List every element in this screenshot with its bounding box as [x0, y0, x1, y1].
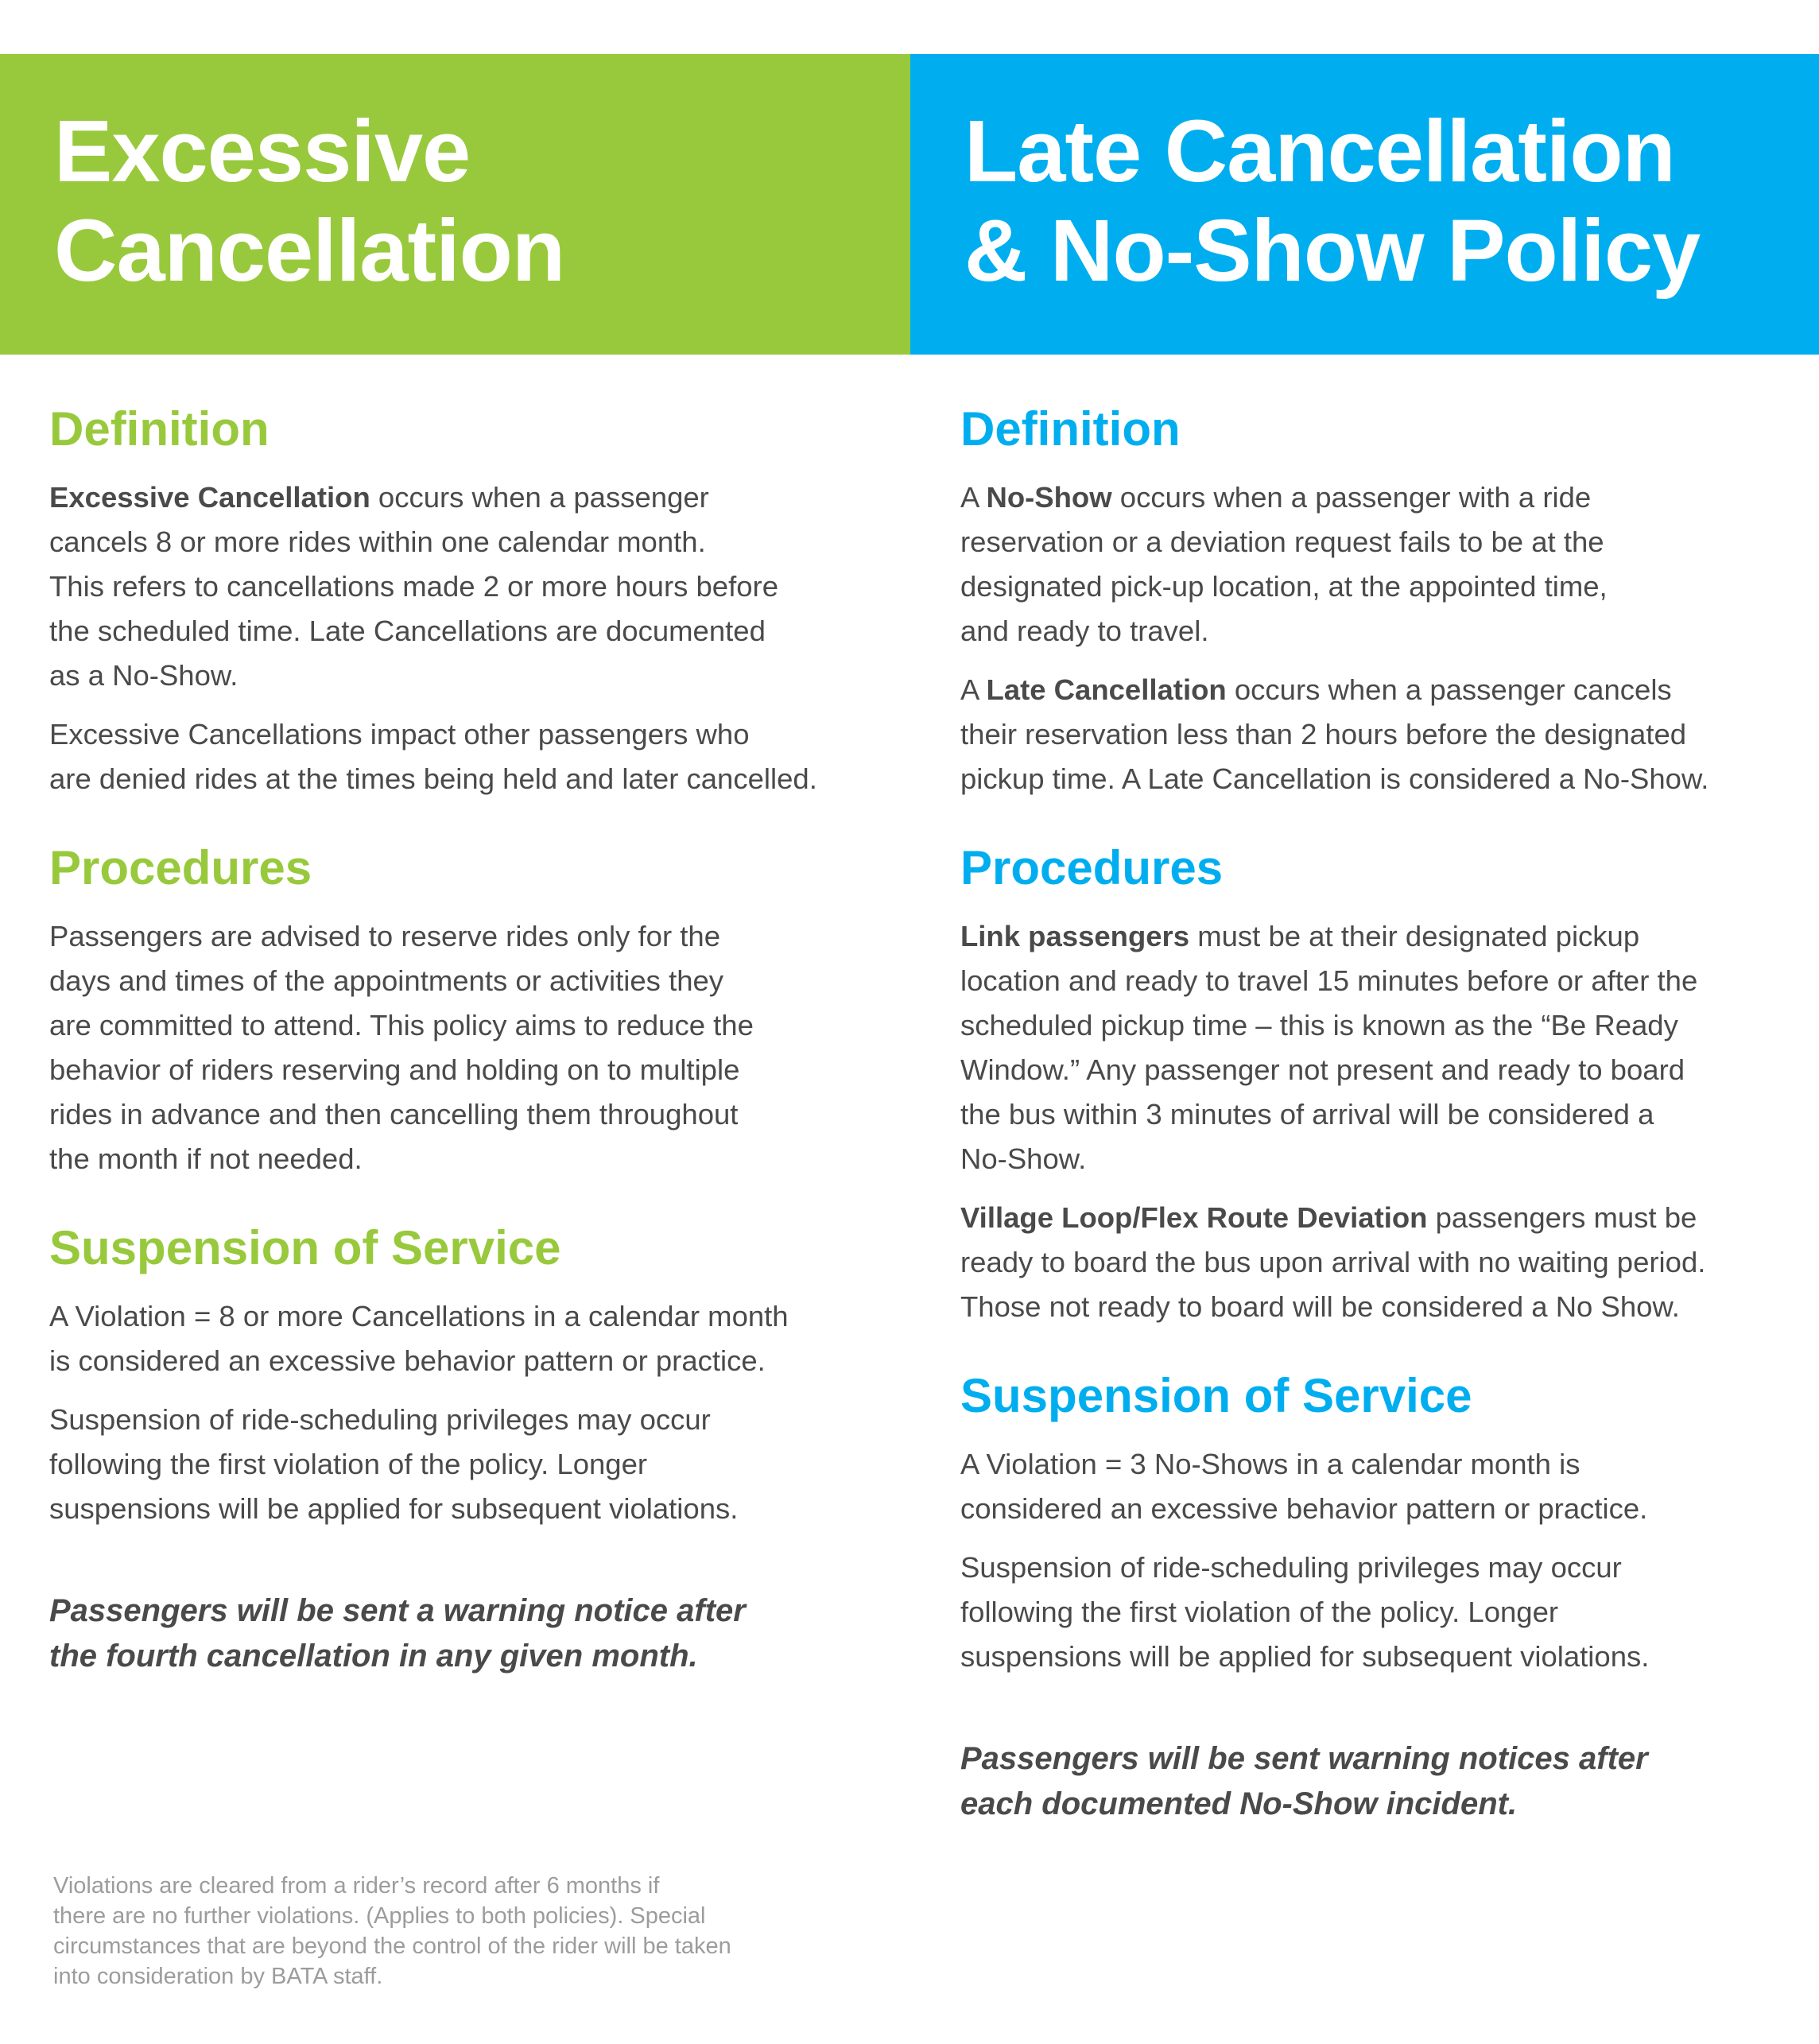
suspension-heading: Suspension of Service	[960, 1369, 1472, 1422]
suspension-paragraph-1: A Violation = 8 or more Cancellations in a calendar month is considered an excessive behavior pattern or practice.	[49, 1300, 789, 1377]
procedures-paragraph-1: Link passengers must be at their designated pickup location and ready to travel 15 minutes before or after the scheduled pickup time – this is known as the “Be Ready Window.” Any passenger not present and ready to board the bus within 3 minutes of arrival will be considered a No-Show.	[960, 920, 1698, 1175]
late-cancellation-column	[960, 398, 1803, 1827]
excessive-cancellation-banner	[0, 54, 910, 355]
suspension-heading: Suspension of Service	[49, 1221, 561, 1274]
definition-paragraph-1: Excessive Cancellation occurs when a passenger cancels 8 or more rides within one calendar month. This refers to cancellations made 2 or more hours before the scheduled time. Late Cancellations are documented as a No-Show.	[49, 481, 778, 692]
warning-notice: Passengers will be sent a warning notice after the fourth cancellation in any given month.	[49, 1593, 746, 1674]
procedures-paragraph-2: Village Loop/Flex Route Deviation passengers must be ready to board the bus upon arrival with no waiting period. Those not ready to board will be considered a No Show.	[960, 1201, 1706, 1323]
suspension-paragraph-2: Suspension of ride-scheduling privileges may occur following the first violation of the policy. Longer suspensions will be applied for subsequent violations.	[49, 1403, 739, 1525]
late-cancellation-banner	[910, 54, 1819, 355]
warning-notice: Passengers will be sent warning notices after each documented No-Show incident.	[960, 1741, 1648, 1821]
definition-paragraph-2: Excessive Cancellations impact other passengers who are denied rides at the times being held and later cancelled.	[49, 718, 817, 795]
title-line-2: Cancellation	[54, 202, 565, 300]
title-line-2: & No-Show Policy	[964, 202, 1701, 300]
title-line-1: Excessive	[54, 103, 471, 200]
footer-note: Violations are cleared from a rider’s record after 6 months if there are no further violations. (Applies to both policies). Special circumstances that are beyond the control of the rider will be taken into consideration by BATA staff.	[53, 1873, 731, 1989]
procedures-heading: Procedures	[49, 841, 312, 894]
excessive-cancellation-column	[49, 398, 876, 1679]
suspension-paragraph-1: A Violation = 3 No-Shows in a calendar month is considered an excessive behavior pattern or practice.	[960, 1448, 1648, 1525]
title-line-1: Late Cancellation	[964, 103, 1675, 200]
bold-term: Village Loop/Flex Route Deviation	[960, 1201, 1428, 1234]
procedures-paragraph: Passengers are advised to reserve rides only for the days and times of the appointments or activities they are committed to attend. This policy aims to reduce the behavior of riders reserving and holding on to multiple rides in advance and then cancelling them throughout the month if not needed.	[49, 920, 754, 1175]
procedures-heading: Procedures	[960, 841, 1224, 894]
suspension-paragraph-2: Suspension of ride-scheduling privileges may occur following the first violation of the policy. Longer suspensions will be applied for subsequent violations.	[960, 1551, 1650, 1673]
late-cancellation-title	[964, 102, 1819, 301]
definition-paragraph-1: A No-Show occurs when a passenger with a ride reservation or a deviation request fails to be at the designated pick-up location, at the appointed time, and ready to travel.	[960, 481, 1608, 647]
definition-paragraph-2: A Late Cancellation occurs when a passenger cancels their reservation less than 2 hours before the designated pickup time. A Late Cancellation is considered a No-Show.	[960, 673, 1709, 795]
bold-term: Late Cancellation	[986, 673, 1227, 706]
definition-heading: Definition	[49, 402, 270, 456]
bold-term: Excessive Cancellation	[49, 481, 370, 514]
excessive-cancellation-title	[54, 102, 910, 301]
bold-term: No-Show	[986, 481, 1112, 514]
definition-heading: Definition	[960, 402, 1181, 456]
bold-term: Link passengers	[960, 920, 1190, 952]
